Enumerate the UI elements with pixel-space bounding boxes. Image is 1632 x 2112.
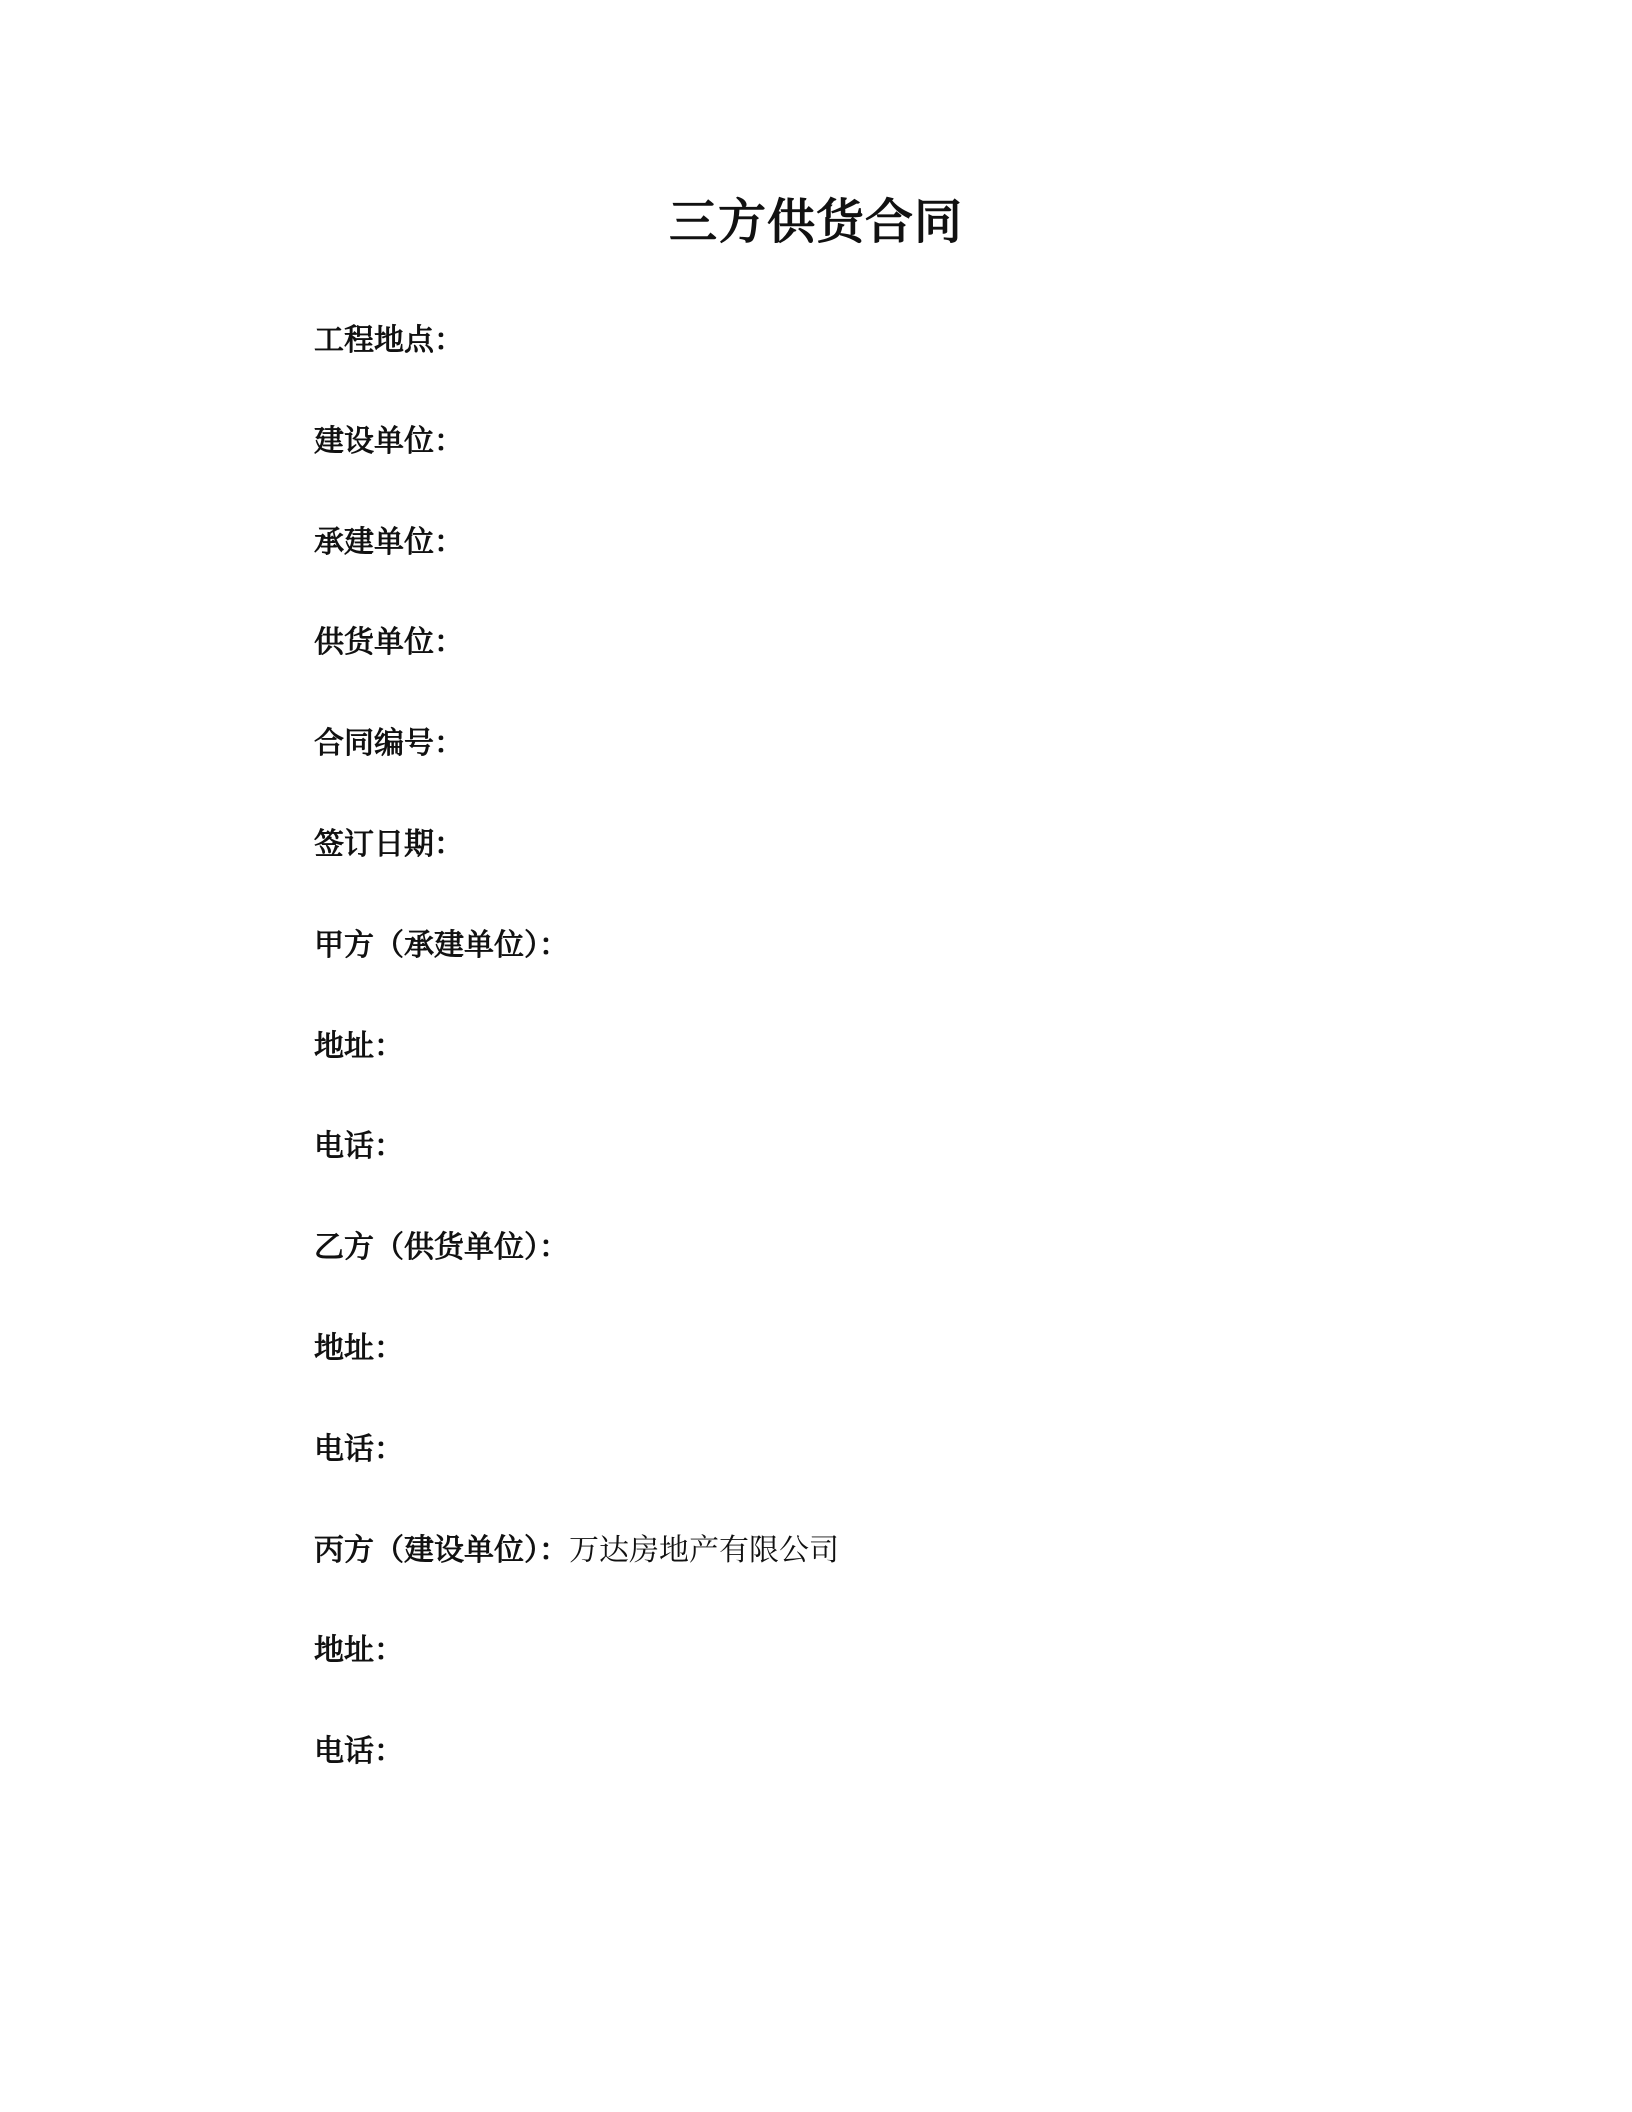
field-label: 建设单位：: [314, 423, 464, 459]
field-construction-unit: [314, 419, 1314, 520]
field-party-a-address: [314, 1024, 1314, 1125]
field-party-c-address: [314, 1628, 1314, 1729]
field-project-location: [314, 318, 1314, 419]
field-label: 电话：: [314, 1431, 404, 1467]
field-label: 工程地点：: [314, 323, 464, 358]
field-label: 签订日期：: [314, 826, 464, 862]
field-label: 地址：: [314, 1633, 404, 1669]
field-label: 地址：: [314, 1330, 404, 1366]
document-title: 三方供货合同: [668, 194, 963, 250]
field-value: 万达房地产有限公司: [569, 1532, 839, 1568]
field-label: 丙方（建设单位）：: [314, 1532, 569, 1568]
field-party-b-address: [314, 1326, 1314, 1427]
field-label: 承建单位：: [314, 524, 464, 560]
field-party-b-phone: [314, 1427, 1314, 1528]
field-label: 甲方（承建单位）：: [314, 927, 569, 963]
contract-info-list: [314, 318, 1314, 1830]
field-label: 合同编号：: [314, 726, 464, 762]
field-signing-date: [314, 822, 1314, 923]
field-contractor-unit: [314, 520, 1314, 621]
field-label: 电话：: [314, 1129, 404, 1165]
field-supplier-unit: [314, 620, 1314, 721]
field-party-b: [314, 1225, 1314, 1326]
field-party-a: [314, 923, 1314, 1024]
field-contract-number: [314, 721, 1314, 822]
field-party-c-phone: [314, 1729, 1314, 1830]
field-label: 乙方（供货单位）：: [314, 1230, 569, 1266]
field-label: 电话：: [314, 1734, 404, 1770]
field-party-c: [314, 1528, 1314, 1629]
field-label: 地址：: [314, 1028, 404, 1064]
field-party-a-phone: [314, 1124, 1314, 1225]
field-label: 供货单位：: [314, 625, 464, 661]
